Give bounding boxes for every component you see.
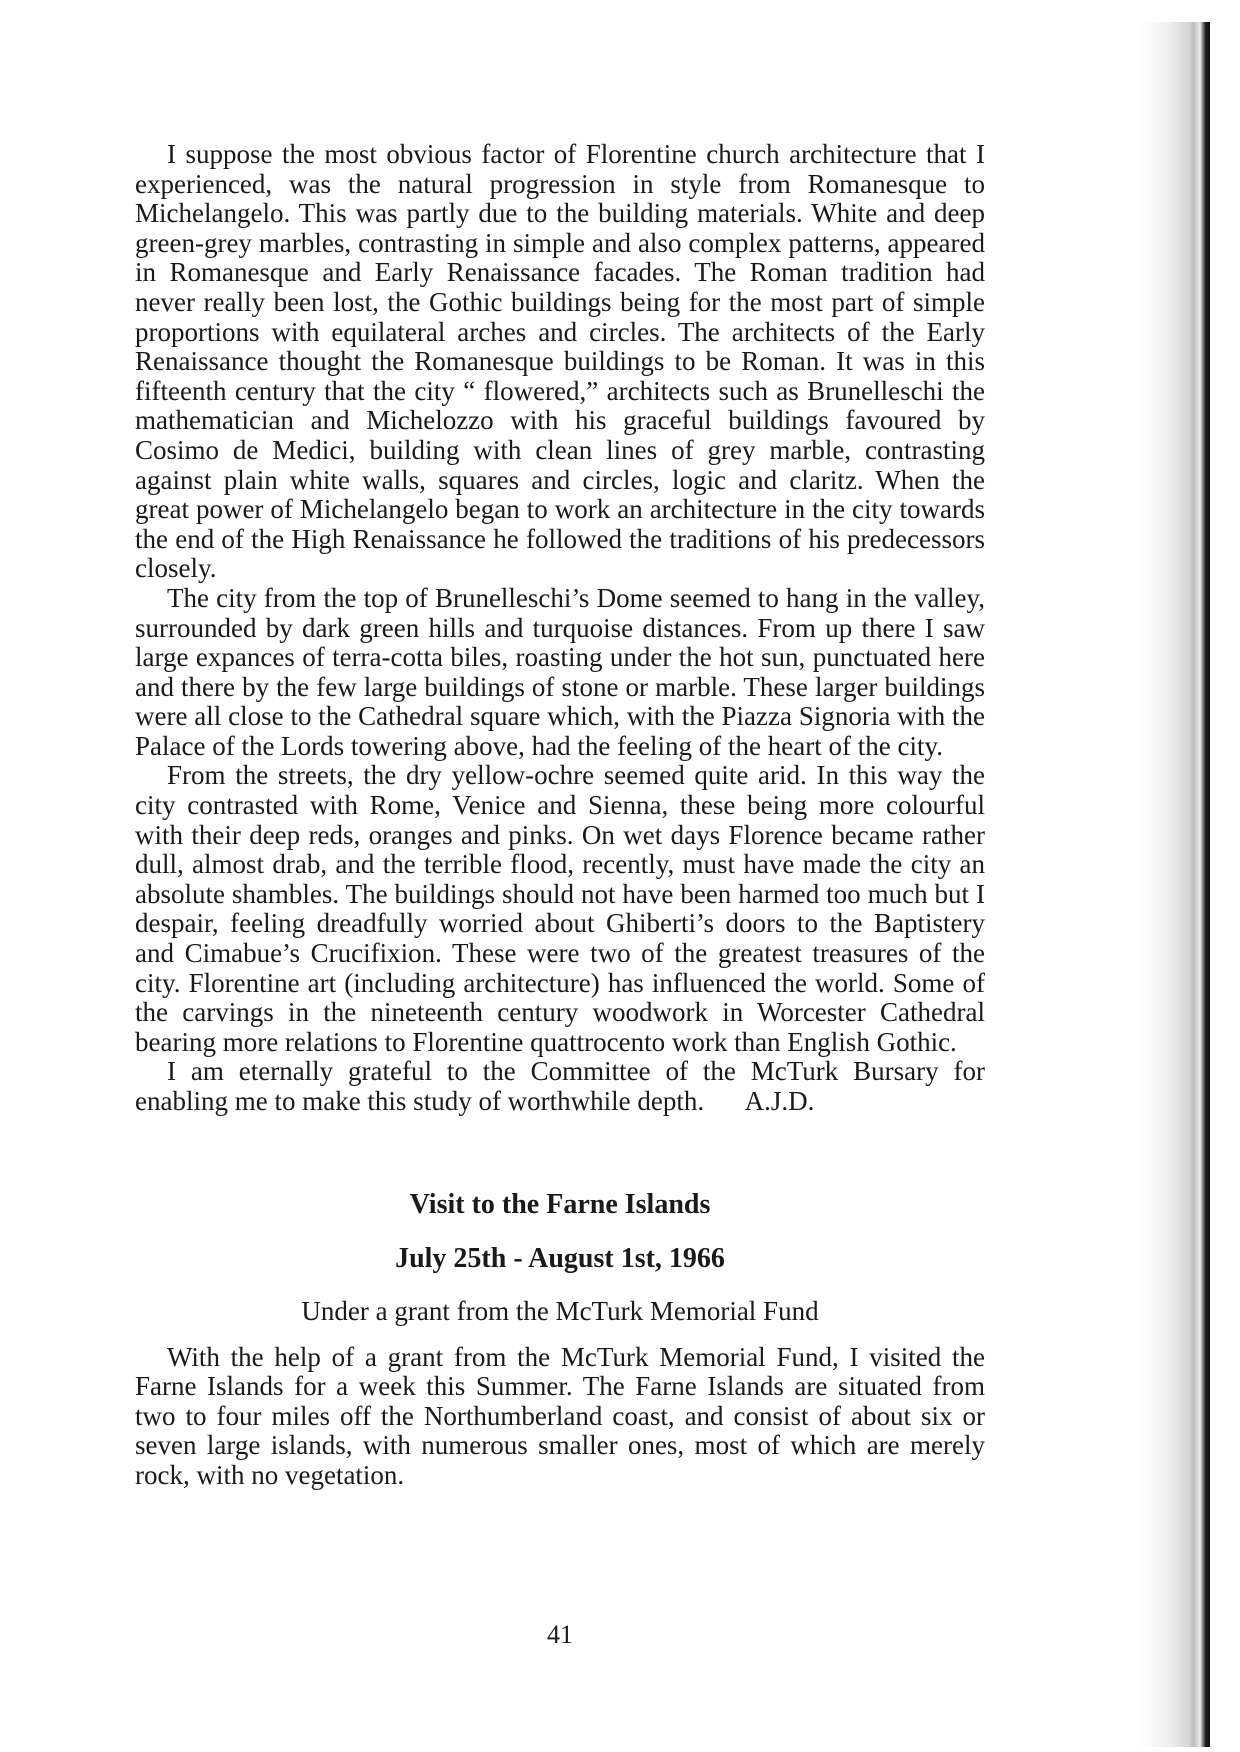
section-paragraph-1: With the help of a grant from the McTurk Memorial Fund, I visited the Farne Islands for a week this Summer. The Farne Islands are situated from two to four miles off the Northumberland coast, and consist of about six or seven large islands, with numerous smaller ones, most of which are merely rock, with no vegetation. [135, 1341, 985, 1490]
scan-shadow [1140, 22, 1188, 1747]
section-subtitle: Under a grant from the McTurk Memorial Fund [301, 1295, 819, 1326]
article-paragraph-3: From the streets, the dry yellow-ochre seemed quite arid. In this way the city contrasted with Rome, Venice and Sienna, these being more colourful with their deep reds, oranges and pinks. On wet days Florence became rather dull, almost drab, and the terrible flood, recently, must have made the city an absolute shambles. The buildings should not have been harmed too much but I despair, feeling dreadfully worried about Ghiberti’s doors to the Baptistery and Cimabue’s Crucifixion. These were two of the greatest treasures of the city. Florentine art (including architecture) has influenced the world. Some of the carvings in the nineteenth century woodwork in Worcester Cathedral bearing more relations to Florentine quattrocento work than English Gothic. [135, 760, 985, 1057]
article-paragraph-1: I suppose the most obvious factor of Florentine church architecture that I experienced, was the natural progression in style from Romanesque to Michelangelo. This was partly due to the building materials. White and deep green-grey marbles, contrasting in simple and also complex patterns, appeared in Romanesque and Early Renaissance facades. The Roman tradition had never really been lost, the Gothic buildings being for the most part of simple proportions with equilateral arches and circles. The architects of the Early Renaissance thought the Romanesque buildings to be Roman. It was in this fifteenth century that the city “ flowered,” architects such as Brunelleschi the mathematician and Michelozzo with his graceful buildings favoured by Cosimo de Medici, building with clean lines of grey marble, contrasting against plain white walls, squares and circles, logic and claritz. When the great power of Michelangelo began to work an architecture in the city towards the end of the High Renaissance he followed the traditions of his predecessors closely. [135, 139, 985, 584]
article-closing-paragraph [135, 1057, 985, 1116]
page-content [135, 140, 985, 1491]
page-number: 41 [547, 1620, 573, 1649]
section-title: Visit to the Farne Islands [409, 1188, 711, 1220]
article-paragraph-2: The city from the top of Brunelleschi’s Dome seemed to hang in the valley, surrounded by dark green hills and turquoise distances. From up there I saw large expances of terra-cotta biles, roasting under the hot sun, punctuated here and there by the few large buildings of stone or marble. These larger buildings were all close to the Cathedral square which, with the Piazza Signoria with the Palace of the Lords towering above, had the feeling of the heart of the city. [135, 582, 985, 761]
scan-binding-edge [1188, 22, 1210, 1747]
section-dates: July 25th - August 1st, 1966 [395, 1242, 725, 1274]
author-initials: A.J.D. [744, 1086, 815, 1116]
article-closing-text: I am eternally grateful to the Committee of the McTurk Bursary for enabling me to make this study of worthwhile depth. [135, 1056, 985, 1116]
